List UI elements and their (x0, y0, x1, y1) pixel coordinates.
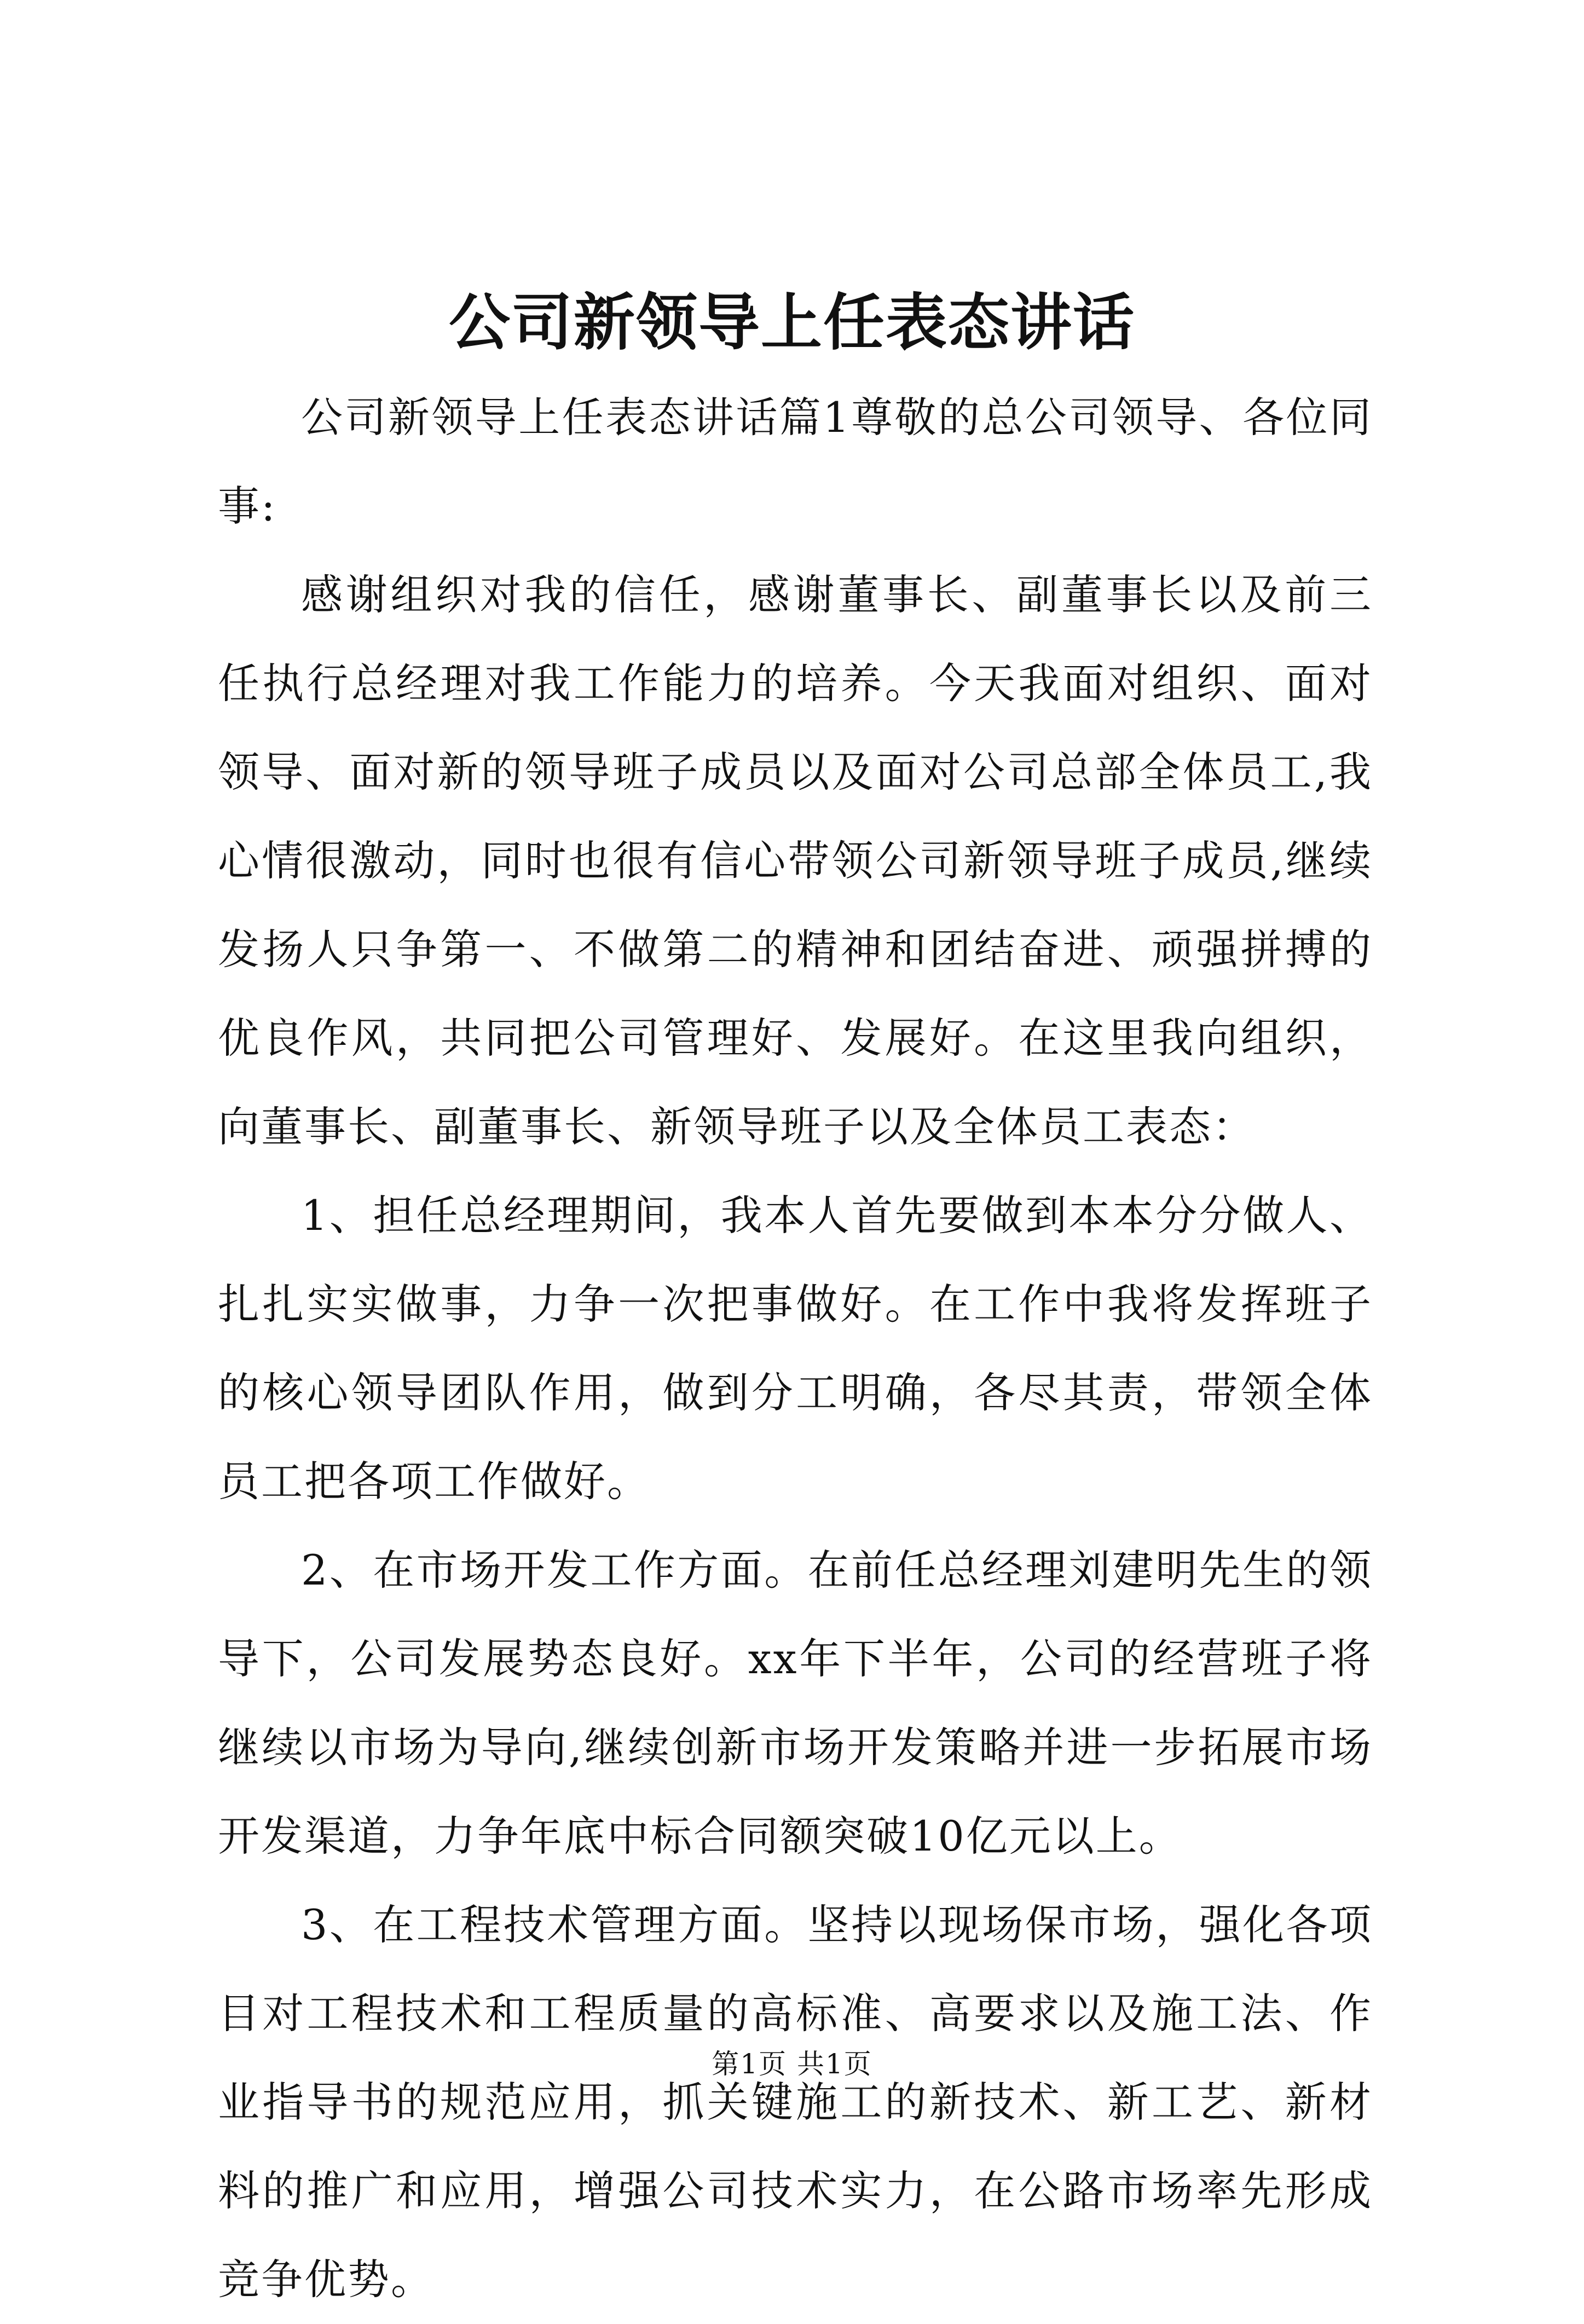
page-number: 第1页 共1页 (712, 2048, 872, 2080)
paragraph-point-1: 1、担任总经理期间，我本人首先要做到本本分分做人、扎扎实实做事，力争一次把事做好。在工作中我将发挥班子的核心领导团队作用，做到分工明确，各尽其责，带领全体员工把各项工作做好。 (218, 1191, 1373, 1506)
paragraph-point-2: 2、在市场开发工作方面。在前任总经理刘建明先生的领导下，公司发展势态良好。xx年下半年，公司的经营班子将继续以市场为导向,继续创新市场开发策略并进一步拓展市场开发渠道，力争年底中标合同额突破10亿元以上。 (218, 1546, 1373, 1860)
paragraph-point-3: 3、在工程技术管理方面。坚持以现场保市场，强化各项目对工程技术和工程质量的高标准、高要求以及施工法、作业指导书的规范应用，抓关键施工的新技术、新工艺、新材料的推广和应用，增强公司技术实力，在公路市场率先形成竞争优势。 (218, 1900, 1373, 2304)
paragraph-thanks: 感谢组织对我的信任，感谢董事长、副董事长以及前三任执行总经理对我工作能力的培养。今天我面对组织、面对领导、面对新的领导班子成员以及面对公司总部全体员工,我心情很激动，同时也很有信心带领公司新领导班子成员,继续发扬人只争第一、不做第二的精神和团结奋进、顽强拼搏的优良作风，共同把公司管理好、发展好。在这里我向组织，向董事长、副董事长、新领导班子以及全体员工表态： (218, 570, 1373, 1151)
document-title: 公司新领导上任表态讲话 (449, 287, 1135, 359)
document-body (218, 373, 1373, 2324)
paragraph-greeting: 公司新领导上任表态讲话篇1尊敬的总公司领导、各位同事: (218, 393, 1373, 530)
